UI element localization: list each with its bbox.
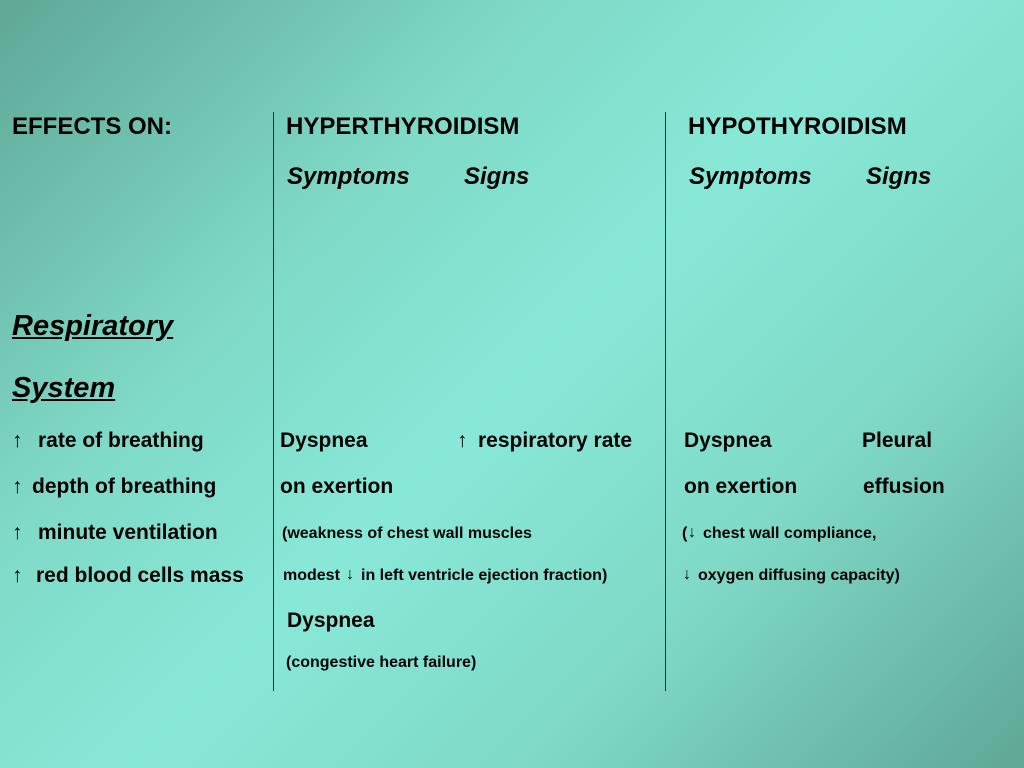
hypo-signs-subheading: Signs [866, 163, 932, 190]
hypo-effusion: effusion [863, 475, 945, 498]
hypo-dyspnea: Dyspnea [684, 429, 772, 452]
hyper-dyspnea: Dyspnea [280, 429, 368, 452]
hyper-signs-subheading: Signs [464, 163, 530, 190]
down-arrow-icon: ↓ [346, 566, 354, 583]
hypo-open-paren: ( [682, 525, 688, 542]
hyper-symptoms-subheading: Symptoms [287, 163, 410, 190]
hyper-ejection-fraction-text: in left ventricle ejection fraction) [361, 567, 608, 584]
effect-red-blood-cells-mass: red blood cells mass [36, 564, 244, 587]
hypo-chest-wall-compliance: chest wall compliance, [703, 525, 877, 542]
section-title-line1: Respiratory [12, 310, 174, 342]
down-arrow-icon: ↓ [688, 524, 696, 541]
hypothyroidism-heading: HYPOTHYROIDISM [688, 113, 907, 140]
effect-rate-of-breathing: rate of breathing [38, 429, 204, 452]
section-title-line2: System [12, 372, 116, 404]
hyper-chf-note: (congestive heart failure) [286, 654, 477, 671]
down-arrow-icon: ↓ [683, 566, 691, 583]
effects-on-heading: EFFECTS ON: [12, 113, 172, 140]
hyper-respiratory-rate: respiratory rate [478, 429, 633, 452]
effect-minute-ventilation: minute ventilation [38, 521, 218, 544]
up-arrow-icon: ↑ [12, 475, 23, 498]
up-arrow-icon: ↑ [12, 564, 23, 587]
hyper-dyspnea-2: Dyspnea [287, 609, 375, 632]
column-divider-right [665, 112, 666, 691]
up-arrow-icon: ↑ [457, 429, 468, 452]
hypo-symptoms-subheading: Symptoms [689, 163, 812, 190]
column-divider-left [273, 112, 274, 691]
hypo-oxygen-diffusing-capacity: oxygen diffusing capacity) [698, 567, 900, 584]
effect-depth-of-breathing: depth of breathing [32, 475, 217, 498]
hypo-on-exertion: on exertion [684, 475, 798, 498]
hypo-pleural: Pleural [862, 429, 933, 452]
hyperthyroidism-heading: HYPERTHYROIDISM [286, 113, 520, 140]
hyper-weakness-note: (weakness of chest wall muscles [282, 525, 532, 542]
up-arrow-icon: ↑ [12, 429, 23, 452]
hyper-on-exertion: on exertion [280, 475, 394, 498]
hyper-modest-text: modest [283, 567, 340, 584]
up-arrow-icon: ↑ [12, 521, 23, 544]
